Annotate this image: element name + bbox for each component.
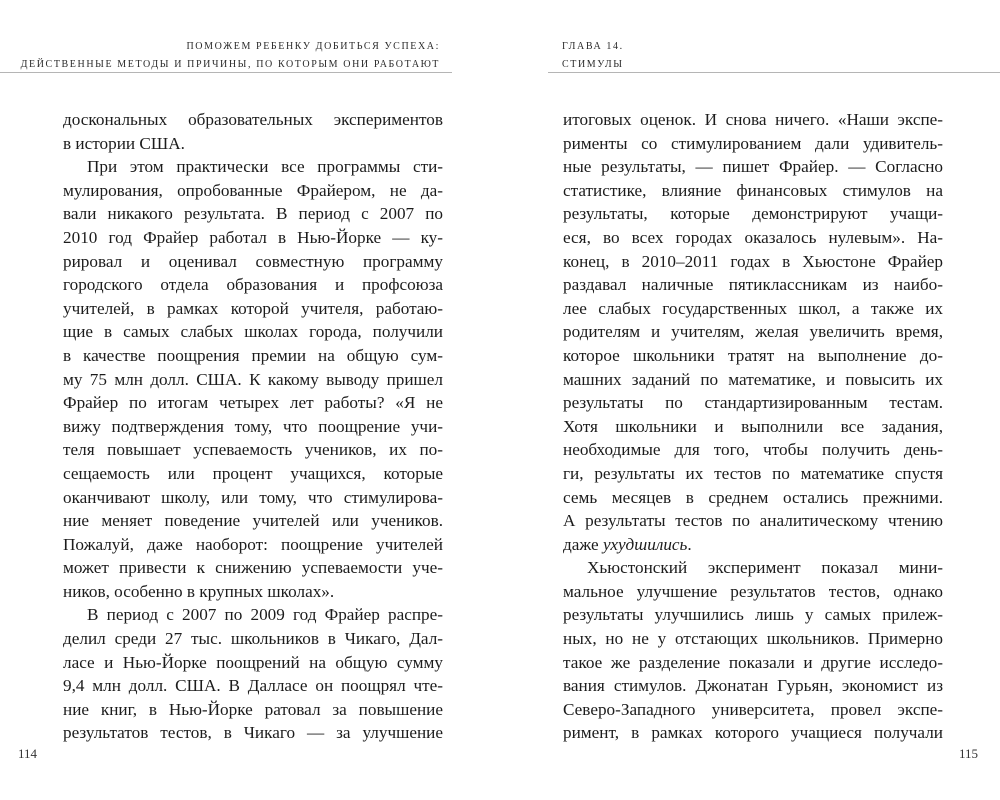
text-line: щие в самых слабых школах города, получили <box>63 322 443 342</box>
left-running-head-line1: ПОМОЖЕМ РЕБЕНКУ ДОБИТЬСЯ УСПЕХА: <box>186 41 440 52</box>
text-line: вания стимулов. Джонатан Гурьян, экономист из <box>563 676 943 696</box>
text-line: может привести к снижению успеваемости уче- <box>63 558 443 578</box>
text-line: результаты, которые демонстрируют учащи- <box>563 204 943 224</box>
right-running-head-line2: СТИМУЛЫ <box>562 59 624 70</box>
text-line: семь месяцев в среднем остались прежними. <box>563 487 943 507</box>
text-line <box>563 533 943 557</box>
text-line: вижу подтверждения тому, что поощрение учи- <box>63 416 443 436</box>
text-line: Северо-Западного университета, провел экспе- <box>563 699 943 719</box>
text-line: результаты по стандартизированным тестам. <box>563 393 943 413</box>
text-line: конец, в 2010–2011 годах в Хьюстоне Фрайер <box>563 251 943 271</box>
text-line: делил среди 27 тыс. школьников в Чикаго, Дал- <box>63 629 443 649</box>
text-line: Фрайер по итогам четырех лет работы? «Я не <box>63 393 443 413</box>
text-line: ные результаты, — пишет Фрайер. — Согласно <box>563 157 943 177</box>
text-line: в качестве поощрения премии на общую сум- <box>63 345 443 365</box>
right-page-number: 115 <box>958 746 978 761</box>
text-line: рировал и оценивал совместную программу <box>63 251 443 271</box>
text-line: Пожалуй, даже наоборот: поощрение учителей <box>63 534 443 554</box>
text-line: машних заданий по математике, и повысить их <box>563 369 943 389</box>
text-fragment: . <box>687 534 692 554</box>
text-line: лее слабых государственных школ, а также их <box>563 298 943 318</box>
text-line: мулирования, опробованные Фрайером, не да- <box>63 180 443 200</box>
text-line: В период с 2007 по 2009 год Фрайер распре- <box>87 605 443 625</box>
text-line: которое школьники тратят на выполнение до- <box>563 345 943 365</box>
text-line: ных, но не у отстающих школьников. Примерно <box>563 629 943 649</box>
right-header-rule <box>548 72 1000 73</box>
emphasis-text: ухудшились <box>602 534 688 554</box>
right-body-text <box>563 108 943 745</box>
text-line: рименты со стимулированием дали удивитель- <box>563 133 943 153</box>
text-line: ласе и Нью-Йорке поощрений на общую сумму <box>63 652 443 672</box>
right-running-head <box>562 38 624 74</box>
text-line: Хьюстонский эксперимент показал мини- <box>587 558 943 578</box>
left-running-head <box>21 38 440 74</box>
text-line: учителей, в рамках которой учителя, работаю- <box>63 298 443 318</box>
text-line: А результаты тестов по аналитическому чтению <box>563 511 943 531</box>
text-line: ги, результаты их тестов по математике спустя <box>563 463 943 483</box>
text-line: необходимые для того, чтобы получить день- <box>563 440 943 460</box>
left-running-head-line2: ДЕЙСТВЕННЫЕ МЕТОДЫ И ПРИЧИНЫ, ПО КОТОРЫМ ОНИ РАБОТАЮТ <box>20 59 440 70</box>
text-line: Хотя школьники и выполнили все задания, <box>563 416 943 436</box>
text-line: сещаемость или процент учащихся, которые <box>63 463 443 483</box>
text-line: результаты улучшились лишь у самых прилеж- <box>563 605 943 625</box>
text-line: такое же разделение показали и другие исследо- <box>563 652 943 672</box>
text-line: ников, особенно в крупных школах». <box>63 581 335 601</box>
text-line: 2010 год Фрайер работал в Нью-Йорке — ку- <box>63 227 443 247</box>
text-line: итоговых оценок. И снова ничего. «Наши экспе- <box>563 110 943 129</box>
text-line: раздавал наличные пятиклассникам из наибо- <box>563 275 943 295</box>
text-line: му 75 млн долл. США. К какому выводу пришел <box>63 369 443 389</box>
text-line: еся, во всех городах оказалось нулевым». На- <box>563 227 943 247</box>
text-line: оканчивают школу, или тому, что стимулирова- <box>63 487 443 507</box>
text-line: городского отдела образования и профсоюза <box>63 275 443 295</box>
text-line: родителям и учителям, желая увеличить время, <box>563 322 943 342</box>
text-line: теля повышает успеваемость учеников, их по- <box>63 440 443 460</box>
text-line: доскональных образовательных экспериментов <box>63 110 443 129</box>
text-line: ние меняет поведение учителей или учеников. <box>63 511 443 531</box>
right-running-head-line1: ГЛАВА 14. <box>562 41 624 52</box>
text-fragment: даже <box>563 534 599 554</box>
left-page-number: 114 <box>18 746 38 761</box>
text-line: При этом практически все программы сти- <box>87 157 443 177</box>
text-line: ние книг, в Нью-Йорке ратовал за повышение <box>63 699 443 719</box>
text-line: вали никакого результата. В период с 2007 по <box>63 204 443 224</box>
text-line: статистике, влияние финансовых стимулов на <box>563 180 943 200</box>
left-body-text <box>63 108 443 745</box>
text-line: римент, в рамках которого учащиеся получали <box>563 723 943 743</box>
text-line: 9,4 млн долл. США. В Далласе он поощрял чте- <box>63 676 443 696</box>
text-line: мальное улучшение результатов тестов, однако <box>563 581 943 601</box>
left-header-rule <box>0 72 452 73</box>
text-line: в истории США. <box>63 133 185 153</box>
right-page <box>500 0 1000 800</box>
text-line: результатов тестов, в Чикаго — за улучшение <box>63 723 443 743</box>
